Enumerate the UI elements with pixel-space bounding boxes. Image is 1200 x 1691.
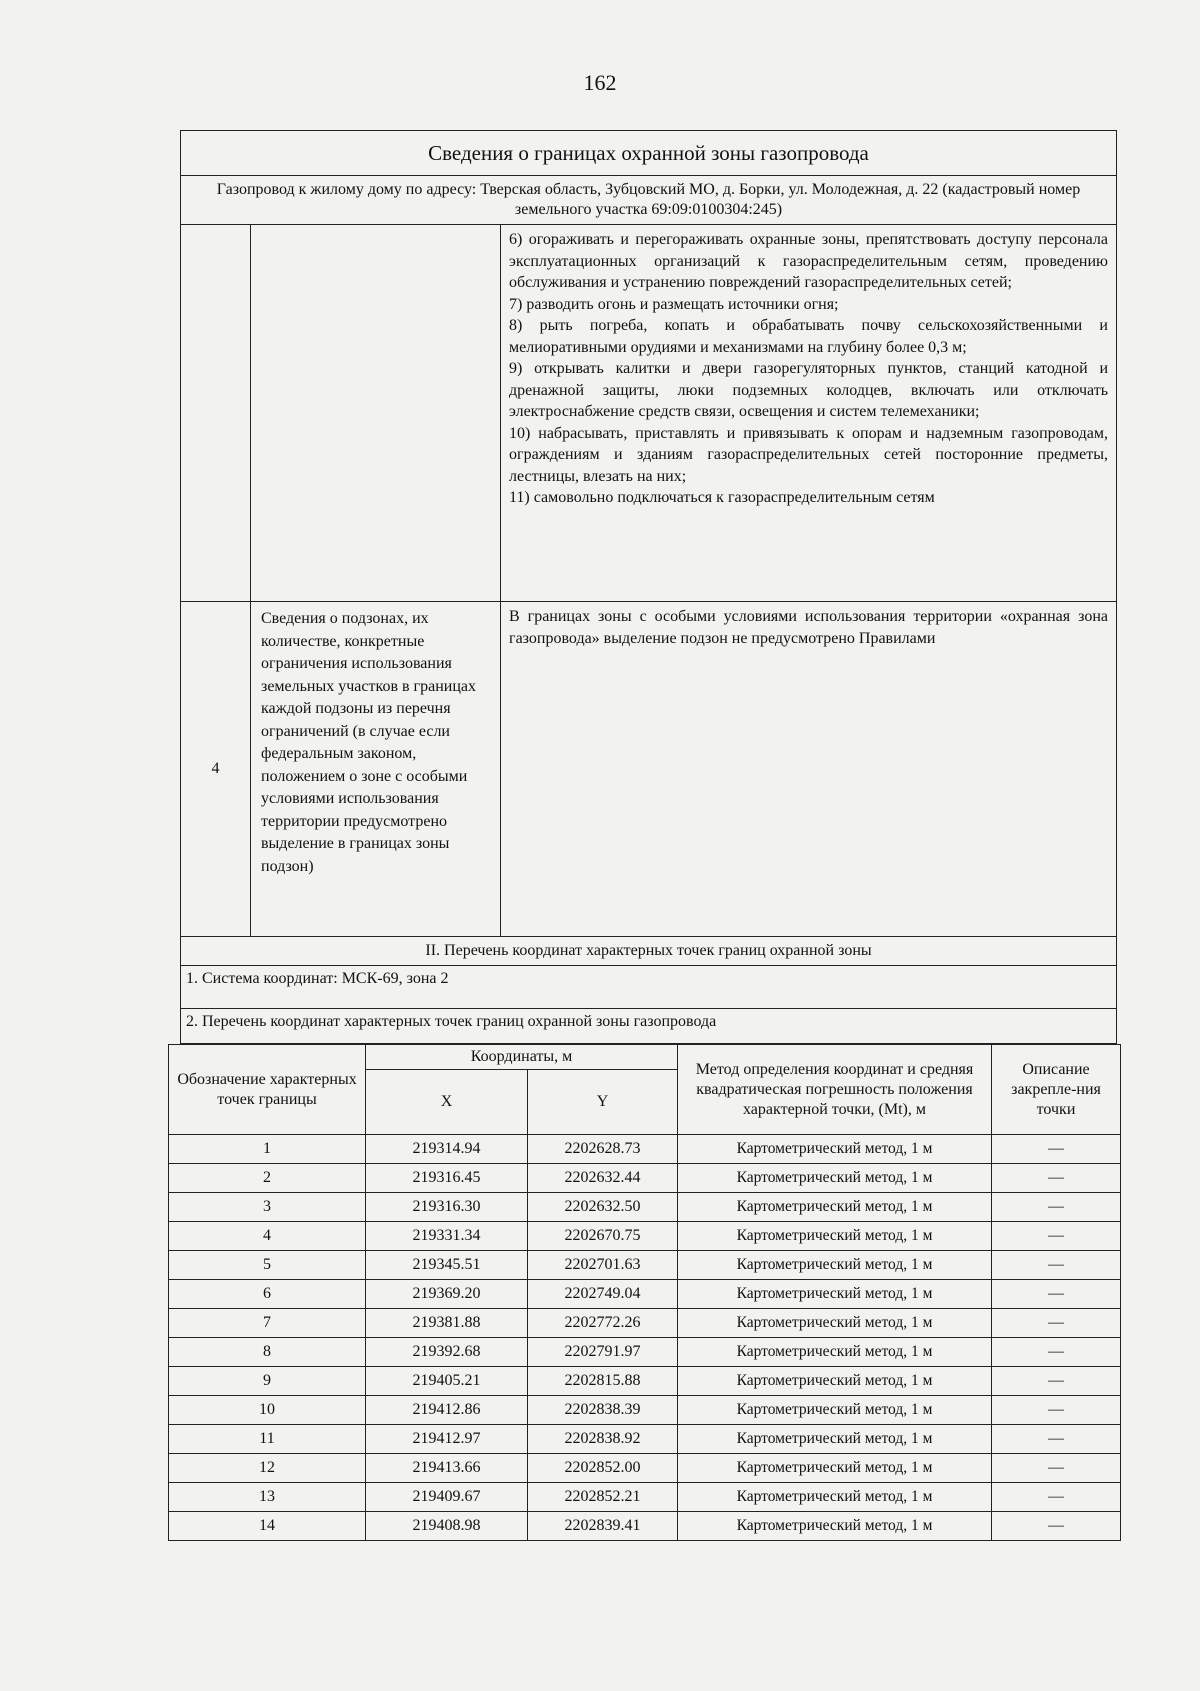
point-number-cell: 1	[169, 1135, 366, 1164]
point-number-cell: 10	[169, 1396, 366, 1425]
header-x: X	[366, 1070, 528, 1135]
y-cell: 2202632.50	[528, 1193, 678, 1222]
table-row	[169, 1193, 1121, 1222]
restriction-item: 10) набрасывать, приставлять и привязывать к опорам и надземным газопроводам, ограждениям и зданиям газораспределительных сетей посторонние предметы, лестницы, влезать на них;	[509, 424, 1108, 485]
method-cell: Картометрический метод, 1 м	[678, 1135, 992, 1164]
description-cell: —	[992, 1396, 1121, 1425]
point-number-cell: 8	[169, 1338, 366, 1367]
restrictions-row	[181, 225, 1117, 602]
y-cell: 2202852.00	[528, 1454, 678, 1483]
y-cell: 2202839.41	[528, 1512, 678, 1541]
y-cell: 2202670.75	[528, 1222, 678, 1251]
method-cell: Картометрический метод, 1 м	[678, 1425, 992, 1454]
row-number	[181, 225, 251, 602]
point-number-cell: 2	[169, 1164, 366, 1193]
description-cell: —	[992, 1512, 1121, 1541]
table-row	[169, 1512, 1121, 1541]
description-cell: —	[992, 1454, 1121, 1483]
x-cell: 219412.86	[366, 1396, 528, 1425]
point-number-cell: 4	[169, 1222, 366, 1251]
method-cell: Картометрический метод, 1 м	[678, 1338, 992, 1367]
y-cell: 2202815.88	[528, 1367, 678, 1396]
x-cell: 219405.21	[366, 1367, 528, 1396]
y-cell: 2202701.63	[528, 1251, 678, 1280]
description-cell: —	[992, 1367, 1121, 1396]
description-cell: —	[992, 1251, 1121, 1280]
zone-info-table	[180, 130, 1117, 1044]
description-cell: —	[992, 1135, 1121, 1164]
point-number-cell: 12	[169, 1454, 366, 1483]
description-cell: —	[992, 1425, 1121, 1454]
y-cell: 2202838.92	[528, 1425, 678, 1454]
x-cell: 219412.97	[366, 1425, 528, 1454]
method-cell: Картометрический метод, 1 м	[678, 1454, 992, 1483]
x-cell: 219392.68	[366, 1338, 528, 1367]
table-row	[169, 1338, 1121, 1367]
table-row	[169, 1280, 1121, 1309]
table-row	[169, 1164, 1121, 1193]
method-cell: Картометрический метод, 1 м	[678, 1251, 992, 1280]
table-row	[169, 1251, 1121, 1280]
x-cell: 219409.67	[366, 1483, 528, 1512]
x-cell: 219316.30	[366, 1193, 528, 1222]
header-method: Метод определения координат и средняя квадратическая погрешность положения характерной точки, (Mt), м	[678, 1045, 992, 1135]
table-row	[169, 1454, 1121, 1483]
subzones-label: Сведения о подзонах, их количестве, конкретные ограничения использования земельных участков в границах каждой подзоны из перечня ограничений (в случае если федеральным законом, положением о зоне с особыми условиями использования территории предусмотрено выделение в границах зоны подзон)	[251, 602, 501, 937]
method-cell: Картометрический метод, 1 м	[678, 1396, 992, 1425]
method-cell: Картометрический метод, 1 м	[678, 1280, 992, 1309]
x-cell: 219345.51	[366, 1251, 528, 1280]
coordinates-body	[169, 1135, 1121, 1541]
point-number-cell: 7	[169, 1309, 366, 1338]
point-number-cell: 5	[169, 1251, 366, 1280]
description-cell: —	[992, 1309, 1121, 1338]
y-cell: 2202852.21	[528, 1483, 678, 1512]
coordinates-table	[168, 1044, 1121, 1541]
y-cell: 2202632.44	[528, 1164, 678, 1193]
coordinates-list-title: 2. Перечень координат характерных точек границ охранной зоны газопровода	[181, 1009, 1117, 1044]
method-cell: Картометрический метод, 1 м	[678, 1193, 992, 1222]
x-cell: 219408.98	[366, 1512, 528, 1541]
subzones-row	[181, 602, 1117, 937]
point-number-cell: 6	[169, 1280, 366, 1309]
y-cell: 2202772.26	[528, 1309, 678, 1338]
description-cell: —	[992, 1280, 1121, 1309]
restriction-item: 6) огораживать и перегораживать охранные зоны, препятствовать доступу персонала эксплуатационных организаций к газораспределительным сетям, проведению обслуживания и устранению повреждений газораспределительных сетей;	[509, 231, 1108, 291]
point-number-cell: 11	[169, 1425, 366, 1454]
point-number-cell: 14	[169, 1512, 366, 1541]
table-row	[169, 1396, 1121, 1425]
restriction-item: 9) открывать калитки и двери газорегуляторных пунктов, станций катодной и дренажной защиты, люки подземных колодцев, включать или отключать электроснабжение средств связи, освещения и систем телемеханики;	[509, 360, 1108, 420]
point-number-cell: 13	[169, 1483, 366, 1512]
table-row	[169, 1309, 1121, 1338]
method-cell: Картометрический метод, 1 м	[678, 1222, 992, 1251]
restriction-item: 7) разводить огонь и размещать источники огня;	[509, 295, 839, 313]
restriction-item: 8) рыть погреба, копать и обрабатывать почву сельскохозяйственными и мелиоративными орудиями и механизмами на глубину более 0,3 м;	[509, 317, 1108, 356]
row-number: 4	[181, 602, 251, 937]
table-row	[169, 1222, 1121, 1251]
table-row	[169, 1135, 1121, 1164]
header-coordinates: Координаты, м	[366, 1045, 678, 1070]
method-cell: Картометрический метод, 1 м	[678, 1309, 992, 1338]
x-cell: 219381.88	[366, 1309, 528, 1338]
y-cell: 2202838.39	[528, 1396, 678, 1425]
page-number: 162	[583, 70, 617, 95]
method-cell: Картометрический метод, 1 м	[678, 1164, 992, 1193]
method-cell: Картометрический метод, 1 м	[678, 1483, 992, 1512]
x-cell: 219331.34	[366, 1222, 528, 1251]
document-title: Сведения о границах охранной зоны газопровода	[181, 131, 1117, 176]
y-cell: 2202749.04	[528, 1280, 678, 1309]
header-y: Y	[528, 1070, 678, 1135]
restrictions-list	[501, 225, 1117, 602]
description-cell: —	[992, 1193, 1121, 1222]
x-cell: 219369.20	[366, 1280, 528, 1309]
coordinate-system: 1. Система координат: МСК-69, зона 2	[181, 966, 1117, 1009]
gas-pipeline-description: Газопровод к жилому дому по адресу: Тверская область, Зубцовский МО, д. Борки, ул. Молодежная, д. 22 (кадастровый номер земельного участка 69:09:0100304:245)	[181, 176, 1117, 225]
x-cell: 219413.66	[366, 1454, 528, 1483]
section-ii-title: II. Перечень координат характерных точек границ охранной зоны	[181, 937, 1117, 966]
table-row	[169, 1367, 1121, 1396]
header-point: Обозначение характерных точек границы	[169, 1045, 366, 1135]
method-cell: Картометрический метод, 1 м	[678, 1512, 992, 1541]
x-cell: 219314.94	[366, 1135, 528, 1164]
y-cell: 2202628.73	[528, 1135, 678, 1164]
description-cell: —	[992, 1483, 1121, 1512]
description-cell: —	[992, 1222, 1121, 1251]
table-row	[169, 1483, 1121, 1512]
document-body	[177, 130, 1117, 1541]
description-cell: —	[992, 1338, 1121, 1367]
row-label	[251, 225, 501, 602]
description-cell: —	[992, 1164, 1121, 1193]
subzones-value: В границах зоны с особыми условиями использования территории «охранная зона газопровода» выделение подзон не предусмотрено Правилами	[501, 602, 1117, 937]
header-description: Описание закрепле-ния точки	[992, 1045, 1121, 1135]
point-number-cell: 9	[169, 1367, 366, 1396]
y-cell: 2202791.97	[528, 1338, 678, 1367]
point-number-cell: 3	[169, 1193, 366, 1222]
restriction-item: 11) самовольно подключаться к газораспределительным сетям	[509, 489, 935, 506]
table-row	[169, 1425, 1121, 1454]
x-cell: 219316.45	[366, 1164, 528, 1193]
method-cell: Картометрический метод, 1 м	[678, 1367, 992, 1396]
